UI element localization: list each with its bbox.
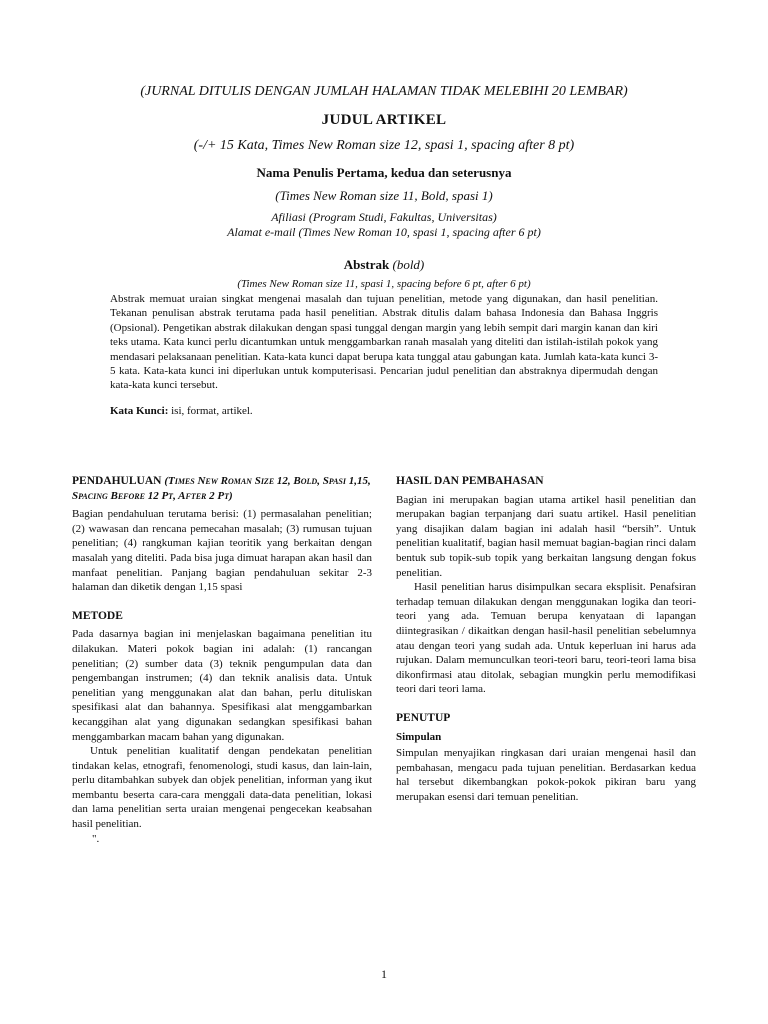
section-heading-introduction [72,474,372,503]
affiliation-block [0,210,768,240]
email-address: Alamat e-mail (Times New Roman 10, spasi 1, spacing after 6 pt) [227,225,541,239]
keywords-value: isi, format, artikel. [168,405,253,417]
author-format-note: (Times New Roman size 11, Bold, spasi 1) [275,188,493,203]
results-paragraph-1: Bagian ini merupakan bagian utama artikel hasil penelitian dan merupakan bagian terpanjang dari suatu artikel. Hasil penelitian yang disajikan dalam bagian ini adalah hasil “bersih”. Untuk penelitian kualitatif, bagian hasil memuat bagian-bagian rinci dalam bentuk sub topik-sub topik yang berkaitan langsung dengan fokus penelitian. [396,493,696,579]
keywords-line [110,405,253,417]
method-paragraph-1: Pada dasarnya bagian ini menjelaskan bagaimana penelitian itu dilakukan. Materi pokok bagian ini adalah: (1) rancangan penelitian; (2) sumber data (3) teknik pengumpulan data dan pengembangan instrumen; (4) dan teknik analisis data. Untuk penelitian yang menggunakan alat dan bahan, perlu dituliskan spesifikasi alat dan bahannya. Spesifikasi alat menggambarkan kecanggihan alat yang digunakan sedangkan spesifikasi bahan menggambarkan macam bahan yang digunakan. [72,628,372,743]
summary-paragraph: Simpulan menyajikan ringkasan dari uraian mengenai hasil dan pembahasan, mengacu pada tujuan penelitian. Berdasarkan kedua hal tersebut dikembangkan pokok-pokok pikiran baru yang merupakan esensi dari temuan penelitian. [396,747,696,803]
section-heading-closing: PENUTUP [396,711,451,724]
right-column [396,474,696,804]
section-heading-method: METODE [72,609,123,622]
section-heading-results: HASIL DAN PEMBAHASAN [396,475,544,487]
abstract-format-note: (Times New Roman size 11, spasi 1, spacing before 6 pt, after 6 pt) [237,278,531,290]
article-title: JUDUL ARTIKEL [321,112,447,128]
introduction-paragraph: Bagian pendahuluan terutama berisi: (1) permasalahan penelitian; (2) wawasan dan rencana pemecahan masalah; (3) rumusan tujuan penelitian; (4) rangkuman kajian teoritik yang berkaitan dengan masalah yang diteliti. Pada bisa juga dimuat harapan akan hasil dan manfaat penelitian. Panjang bagian pendahuluan sekitar 2-3 halaman dan diketik dengan 1,15 spasi [72,508,372,594]
left-column [72,474,372,846]
introduction-format-note: (Times New Roman Size 12, Bold, Spasi 1,15, Spacing Before 12 Pt, After 2 Pt) [72,475,371,502]
subsection-heading-summary: Simpulan [396,730,442,743]
abstract-body: Abstrak memuat uraian singkat mengenai masalah dan tujuan penelitian, metode yang digunakan, dan hasil penelitian. Tekanan penulisan abstrak terutama pada hasil penelitian. Abstrak ditulis dalam bahasa Indonesia dan Bahasa Inggris (Opsional). Pengetikan abstrak dilakukan dengan spasi tunggal dengan margin yang lebih sempit dari margin kanan dan kiri teks utama. Kata kunci perlu dicantumkan untuk menggambarkan ranah masalah yang diteliti dan istilah-istilah pokok yang mendasari pelaksanaan penelitian. Kata-kata kunci dapat berupa kata tunggal atau gabungan kata. Jumlah kata-kata kunci 3-5 kata. Kata-kata kunci ini diperlukan untuk komputerisasi. Pencarian judul penelitian dan abstraknya dipermudah dengan kata-kata kunci tersebut. [110,293,658,392]
stray-quote-mark: ". [92,832,100,845]
abstract-title: Abstrak [343,257,390,272]
header-note: (JURNAL DITULIS DENGAN JUMLAH HALAMAN TIDAK MELEBIHI 20 LEMBAR) [140,84,628,99]
title-format-note: (-/+ 15 Kata, Times New Roman size 12, spasi 1, spacing after 8 pt) [193,138,575,153]
introduction-title: PENDAHULUAN [72,475,162,487]
author-names: Nama Penulis Pertama, kedua dan seterusnya [256,165,512,180]
abstract-title-note: (bold) [392,257,425,272]
keywords-label: Kata Kunci: [110,405,169,417]
abstract-heading [0,257,768,273]
affiliation: Afiliasi (Program Studi, Fakultas, Universitas) [271,210,497,224]
results-paragraph-2: Hasil penelitian harus disimpulkan secara eksplisit. Penafsiran terhadap temuan dilakukan dengan menggunakan logika dan teori-teori yang ada. Temuan berupa kenyataan di lapangan diintegrasikan / dikaitkan dengan hasil-hasil penelitian sebelumnya atau dengan teori yang sudah ada. Untuk keperluan ini harus ada rujukan. Dalam memunculkan teori-teori baru, teori-teori lama bisa dikonfirmasi atau ditolak, sebagian mungkin perlu memodifikasi teori dari teori lama. [396,581,696,696]
page-number: 1 [381,967,387,981]
method-paragraph-2: Untuk penelitian kualitatif dengan pendekatan penelitian tindakan kelas, etnografi, fenomenologi, studi kasus, dan lain-lain, perlu ditambahkan subyek dan objek penelitian, informan yang ikut membantu beserta cara-cara menggali data-data penelitian, lokasi dan lama penelitian serta uraian mengenai pengecekan keabsahan hasil penelitian. [72,745,372,831]
